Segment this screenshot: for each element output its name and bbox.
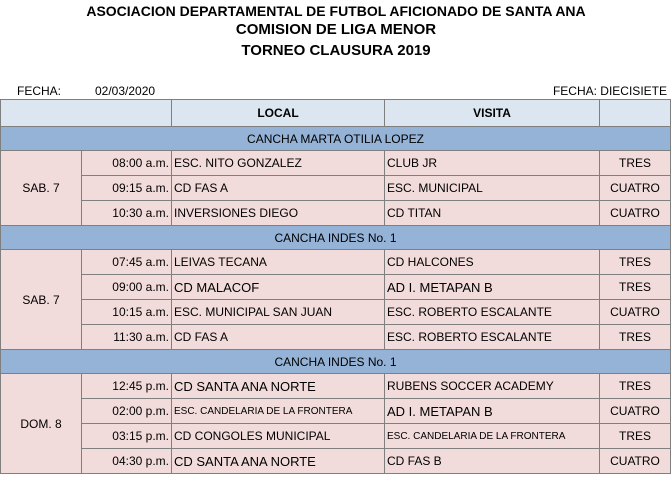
match-category: TRES <box>600 151 671 176</box>
fecha-round: FECHA: DIECISIETE <box>552 84 667 98</box>
venue-row <box>1 350 671 374</box>
match-day: SAB. 7 <box>1 250 82 350</box>
match-category: TRES <box>600 374 671 399</box>
schedule-table <box>0 99 671 474</box>
local-team: LEIVAS TECANA <box>172 250 385 275</box>
venue-row <box>1 127 671 151</box>
local-team: ESC. NITO GONZALEZ <box>172 151 385 176</box>
match-category: CUATRO <box>600 201 671 226</box>
venue-name: CANCHA INDES No. 1 <box>1 226 671 250</box>
column-header-row <box>1 100 671 127</box>
match-row <box>1 374 671 399</box>
match-time: 10:15 a.m. <box>82 300 172 325</box>
match-category: CUATRO <box>600 399 671 424</box>
local-team: CD SANTA ANA NORTE <box>172 449 385 474</box>
match-time: 11:30 a.m. <box>82 325 172 350</box>
visiting-team: CLUB JR <box>385 151 600 176</box>
fecha-label: FECHA: <box>17 84 62 98</box>
match-row <box>1 176 671 201</box>
fecha-date: 02/03/2020 <box>95 84 156 98</box>
title-tournament: TORNEO CLAUSURA 2019 <box>241 42 431 59</box>
match-row <box>1 151 671 176</box>
match-row <box>1 424 671 449</box>
match-time: 04:30 p.m. <box>82 449 172 474</box>
match-category: CUATRO <box>600 176 671 201</box>
match-category: CUATRO <box>600 449 671 474</box>
visiting-team: CD FAS B <box>385 449 600 474</box>
match-time: 09:00 a.m. <box>82 275 172 300</box>
match-row <box>1 201 671 226</box>
venue-row <box>1 226 671 250</box>
local-team: CD SANTA ANA NORTE <box>172 374 385 399</box>
match-time: 02:00 p.m. <box>82 399 172 424</box>
title-association: ASOCIACION DEPARTAMENTAL DE FUTBOL AFICIONADO DE SANTA ANA <box>86 3 586 19</box>
match-time: 09:15 a.m. <box>82 176 172 201</box>
local-team: CD MALACOF <box>172 275 385 300</box>
match-time: 12:45 p.m. <box>82 374 172 399</box>
title-commission: COMISION DE LIGA MENOR <box>235 21 437 38</box>
column-header-visita: VISITA <box>385 100 600 127</box>
match-row <box>1 399 671 424</box>
venue-name: CANCHA MARTA OTILIA LOPEZ <box>1 127 671 151</box>
column-header-local: LOCAL <box>172 100 385 127</box>
match-row <box>1 250 671 275</box>
match-category: TRES <box>600 250 671 275</box>
visiting-team: AD I. METAPAN B <box>385 275 600 300</box>
local-team: CD FAS A <box>172 325 385 350</box>
visiting-team: CD HALCONES <box>385 250 600 275</box>
visiting-team: RUBENS SOCCER ACADEMY <box>385 374 600 399</box>
venue-name: CANCHA INDES No. 1 <box>1 350 671 374</box>
visiting-team: ESC. ROBERTO ESCALANTE <box>385 325 600 350</box>
match-category: TRES <box>600 325 671 350</box>
visiting-team: CD TITAN <box>385 201 600 226</box>
local-team: ESC. CANDELARIA DE LA FRONTERA <box>172 399 385 424</box>
match-row <box>1 300 671 325</box>
match-category: CUATRO <box>600 300 671 325</box>
match-category: TRES <box>600 275 671 300</box>
match-row <box>1 275 671 300</box>
match-day: SAB. 7 <box>1 151 82 226</box>
column-header-blank <box>1 100 172 127</box>
local-team: CD CONGOLES MUNICIPAL <box>172 424 385 449</box>
match-category: TRES <box>600 424 671 449</box>
visiting-team: ESC. ROBERTO ESCALANTE <box>385 300 600 325</box>
column-header-category <box>600 100 671 127</box>
match-time: 03:15 p.m. <box>82 424 172 449</box>
local-team: CD FAS A <box>172 176 385 201</box>
local-team: ESC. MUNICIPAL SAN JUAN <box>172 300 385 325</box>
visiting-team: ESC. MUNICIPAL <box>385 176 600 201</box>
match-time: 10:30 a.m. <box>82 201 172 226</box>
match-time: 08:00 a.m. <box>82 151 172 176</box>
match-row <box>1 449 671 474</box>
match-row <box>1 325 671 350</box>
visiting-team: ESC. CANDELARIA DE LA FRONTERA <box>385 424 600 449</box>
match-time: 07:45 a.m. <box>82 250 172 275</box>
local-team: INVERSIONES DIEGO <box>172 201 385 226</box>
match-day: DOM. 8 <box>1 374 82 474</box>
visiting-team: AD I. METAPAN B <box>385 399 600 424</box>
